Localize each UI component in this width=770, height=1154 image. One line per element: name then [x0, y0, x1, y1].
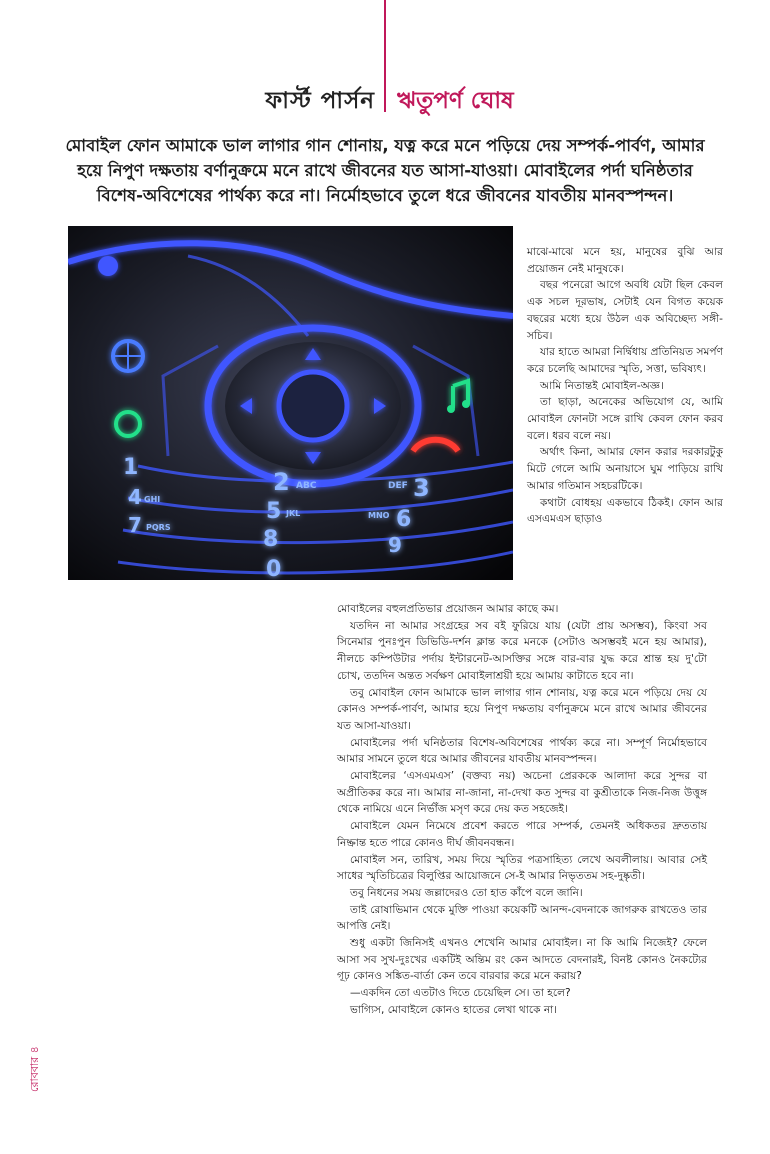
- paragraph: তবু নিধনের সময় জল্লাদেরও তো হাত কাঁপে বলে জানি।: [350, 886, 583, 899]
- paragraph: অর্থাৎ কিনা, আমার ফোন করার দরকারটুকু মিটে গেলে আমি অনায়াসে ঘুম পাড়িয়ে রাখি আমার গতিমান সহচরটিকে।: [527, 446, 723, 492]
- key-5-letters: JKL: [286, 509, 301, 518]
- key-6-letters: MNO: [368, 511, 390, 520]
- paragraph: মোবাইল সন, তারিখ, সময় দিয়ে স্মৃতির পত্রসাহিত্য লেখে অবলীলায়। আবার সেই সাধের স্মৃতিচিত্রের বিলুপ্তির আয়োজনে সে-ই আমার নিভৃততম সহ-দুষ্কৃতী।: [337, 853, 707, 883]
- key-4: 4: [128, 485, 142, 509]
- key-9: 9: [388, 533, 402, 557]
- paragraph: যতদিন না আমার সংগ্রহের সব বই ফুরিয়ে যায় (যেটা প্রায় অসম্ভব), কিংবা সব সিনেমার পুনঃপুন ডিভিডি-দর্শন ক্লান্ত করে মনকে (সেটাও অসম্ভবই মনে হয় আমার), নীলচে কম্পিউটার পর্দায় ইন্টারনেট-আসক্তির সঙ্গে বার-বার যুদ্ধ করে শ্রান্ত হয় দু'টো চোখ, ততদিন অন্তত সর্বক্ষণ মোবাইলাশ্রয়ী হয়ে আমায় কাটাতে হবে না।: [337, 619, 707, 682]
- key-6: 6: [396, 507, 412, 532]
- paragraph: আমি নিতান্তই মোবাইল-অজ্ঞ।: [540, 379, 664, 392]
- column-title: ফার্স্ট পার্সন: [265, 88, 375, 114]
- paragraph: —একদিন তো এতটাও দিতে চেয়েছিল সে। তা হলে?: [350, 987, 571, 1000]
- right-column-text: [527, 244, 723, 528]
- paragraph: মাঝে-মাঝে মনে হয়, মানুষের বুঝি আর প্রয়োজন নেই মানুষকে।: [527, 246, 723, 275]
- key-2-letters: ABC: [296, 481, 317, 491]
- paragraph: তাই রোষাভিমান থেকে মুক্তি পাওয়া কয়েকটি আনন্দ-বেদনাকে জাগরুক রাখতেও তার আপত্তি নেই।: [337, 903, 707, 933]
- article-header: [0, 82, 770, 122]
- paragraph: যার হাতে আমরা নির্দ্বিধায় প্রতিনিয়ত সমর্পণ করে চলেছি আমাদের স্মৃতি, সত্তা, ভবিষ্যৎ।: [527, 346, 723, 375]
- author-name: ঋতুপর্ণ ঘোষ: [397, 88, 514, 114]
- paragraph: তবু মোবাইল ফোন আমাকে ভাল লাগার গান শোনায়, যত্ন করে মনে পড়িয়ে দেয় যে কোনও সম্পর্ক-পার্বণ, আমার হয়ে নিপুণ দক্ষতায় বর্ণানুক্রমে মনে রাখে আমার জীবনের যত আসা-যাওয়া।: [337, 686, 707, 732]
- paragraph: তা ছাড়া, অনেকের অভিযোগ যে, আমি মোবাইল ফোনটা সঙ্গে রাখি কেবল ফোন করব বলে। ধরব বলে নয়।: [527, 396, 723, 442]
- key-3: 3: [413, 474, 430, 502]
- paragraph: মোবাইলের বহুলপ্রতিভার প্রয়োজন আমার কাছে কম।: [337, 603, 559, 615]
- key-4-letters: GHI: [144, 495, 161, 504]
- paragraph: মোবাইলের পর্দা ঘনিষ্ঠতার বিশেষ-অবিশেষের পার্থক্য করে না। সম্পূর্ণ নির্মোহভাবে আমার সামনে তুলে ধরে আমার জীবনের যাবতীয় মানবস্পন্দন।: [337, 736, 707, 766]
- paragraph: বছর পনেরো আগে অবধি যেটা ছিল কেবল এক সচল দূরভাষ, সেটাই যেন বিগত কয়েক বছরের মধ্যে হয়ে উঠল এক অবিচ্ছেদ্য সঙ্গী-সচিব।: [527, 279, 723, 342]
- key-8: 8: [263, 527, 279, 552]
- paragraph: শুধু একটা জিনিসই এখনও শেখেনি আমার মোবাইল। না কি আমি নিজেই? ফেলে আসা সব সুখ-দুঃখের একটিই অন্তিম রং কেন আদতে বেদনারই, বিনষ্ট কোনও নৈকট্যের গূঢ় কোনও সঙ্কিত-বার্তা কেন তবে বারবার করে মনে করায়?: [337, 937, 707, 983]
- paragraph: ভাগ্যিস, মোবাইলে কোনও হাতের লেখা থাকে না।: [350, 1003, 558, 1016]
- key-7-letters: PQRS: [146, 523, 171, 532]
- intro-blurb: মোবাইল ফোন আমাকে ভাল লাগার গান শোনায়, যত্ন করে মনে পড়িয়ে দেয় সম্পর্ক-পার্বণ, আমার হয়ে নিপুণ দক্ষতায় বর্ণানুক্রমে মনে রাখে জীবনের যত আসা-যাওয়া। মোবাইলের পর্দা ঘনিষ্ঠতার বিশেষ-অবিশেষের পার্থক্য করে না। নির্মোহভাবে তুলে ধরে জীবনের যাবতীয় মানবস্পন্দন।: [65, 136, 705, 205]
- key-0: 0: [266, 557, 282, 580]
- key-1: 1: [123, 455, 139, 480]
- key-3-letters: DEF: [388, 481, 408, 491]
- paragraph: মোবাইলে যেমন নিমেষে প্রবেশ করতে পারে সম্পর্ক, তেমনই অধিকতর দ্রুততায় নিষ্ক্রান্ত হতে পারে কোনও দীর্ঘ জীবনবন্ধন।: [337, 820, 707, 849]
- key-7: 7: [128, 513, 142, 537]
- paragraph: কথাটা বোধহয় একভাবে ঠিকই। ফোন আর এসএমএস ছাড়াও: [527, 496, 723, 526]
- key-5: 5: [266, 499, 282, 524]
- key-2: 2: [273, 468, 290, 496]
- mobile-keypad-photo: [68, 226, 513, 580]
- main-column-text: [337, 601, 707, 1019]
- page-folio: রোববার ৪: [28, 1046, 41, 1092]
- paragraph: মোবাইলের ‘এসএমএস’ (বক্তব্য নয়) অচেনা প্রেরককে আলাদা করে সুন্দর বা অপ্রীতিকর করে না। আমার না-জানা, না-দেখা কত সুন্দর বা কুশ্রীতাকে নিজ-নিজ উত্তুঙ্গ থেকে নামিয়ে এনে নির্ভাঁজ মসৃণ করে দেয় কত সহজেই।: [337, 770, 707, 816]
- keypad-illustration: [68, 226, 513, 580]
